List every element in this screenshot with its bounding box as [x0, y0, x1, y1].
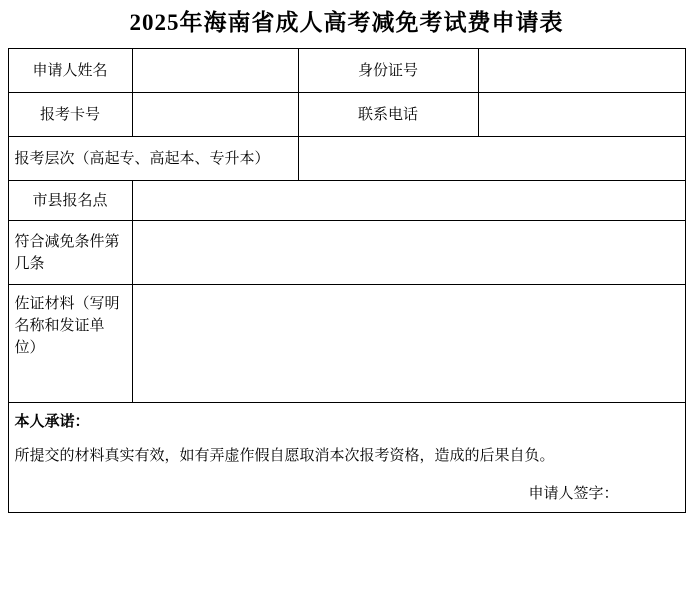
- application-form-table: [8, 48, 686, 513]
- table-row: [8, 403, 685, 513]
- page-title: 2025年海南省成人高考减免考试费申请表: [129, 10, 564, 35]
- exam-card-number-field[interactable]: [132, 93, 298, 137]
- registration-site-field[interactable]: [132, 181, 685, 221]
- table-row: [8, 137, 685, 181]
- exam-level-label: 报考层次（高起专、高起本、专升本）: [8, 137, 298, 181]
- id-number-field[interactable]: [478, 49, 685, 93]
- commitment-cell: [8, 403, 685, 513]
- phone-label: 联系电话: [298, 93, 478, 137]
- table-row: [8, 49, 685, 93]
- evidence-material-label: 佐证材料（写明名称和发证单位）: [8, 285, 132, 403]
- registration-site-label: 市县报名点: [8, 181, 132, 221]
- commitment-title: 本人承诺：: [14, 412, 90, 430]
- evidence-material-field[interactable]: [132, 285, 685, 403]
- table-row: [8, 181, 685, 221]
- document-page: [0, 8, 693, 591]
- applicant-name-label: 申请人姓名: [8, 49, 132, 93]
- id-number-label: 身份证号: [298, 49, 478, 93]
- exemption-condition-field[interactable]: [132, 221, 685, 285]
- table-row: [8, 93, 685, 137]
- table-row: [8, 221, 685, 285]
- table-row: [8, 285, 685, 403]
- signature-label[interactable]: 申请人签字：: [528, 484, 619, 502]
- applicant-name-field[interactable]: [132, 49, 298, 93]
- exam-level-field[interactable]: [298, 137, 685, 181]
- exemption-condition-label: 符合减免条件第几条: [8, 221, 132, 285]
- exam-card-number-label: 报考卡号: [8, 93, 132, 137]
- phone-field[interactable]: [478, 93, 685, 137]
- commitment-body: 所提交的材料真实有效，如有弄虚作假自愿取消本次报考资格，造成的后果自负。: [14, 446, 555, 464]
